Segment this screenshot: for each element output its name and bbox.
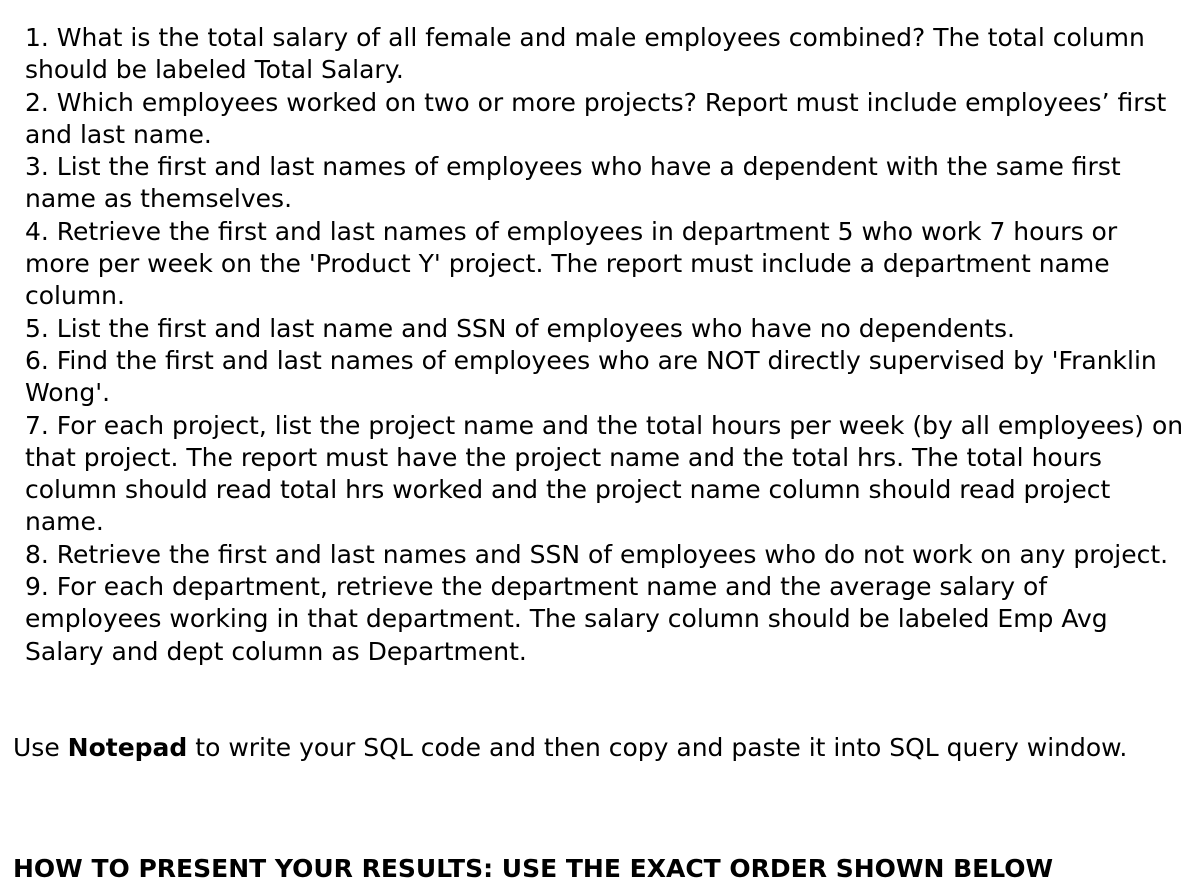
question-item: 5. List the first and last name and SSN of employees who have no dependents. (25, 313, 1015, 343)
instruction-suffix: to write your SQL code and then copy and paste it into SQL query window. (187, 733, 1128, 762)
question-item: 4. Retrieve the first and last names of employees in department 5 who work 7 hours or more per week on the 'Product Y' project. The report must include a department name column. (25, 216, 1118, 311)
instruction-notepad-bold: Notepad (67, 733, 188, 762)
question-item: 9. For each department, retrieve the department name and the average salary of employees working in that department. The salary column should be labeled Emp Avg Salary and dept column as Department. (25, 572, 1108, 666)
notepad-instruction (13, 731, 1178, 764)
results-heading: HOW TO PRESENT YOUR RESULTS: USE THE EXACT ORDER SHOWN BELOW (13, 854, 1054, 883)
question-item: 7. For each project, list the project name and the total hours per week (by all employees) on that project. The report must have the project name and the total hrs. The total hours column should read total hrs worked and the project name column should read project name. (25, 410, 1184, 537)
question-item: 8. Retrieve the first and last names and SSN of employees who do not work on any project. (25, 539, 1169, 569)
instruction-prefix: Use (13, 733, 68, 762)
question-item: 3. List the first and last names of employees who have a dependent with the same first name as themselves. (25, 152, 1121, 214)
question-item: 6. Find the first and last names of employees who are NOT directly supervised by 'Franklin Wong'. (25, 345, 1157, 408)
question-item: 1. What is the total salary of all female and male employees combined? The total column should be labeled Total Salary. (25, 23, 1145, 85)
question-list (25, 22, 1185, 668)
question-item: 2. Which employees worked on two or more projects? Report must include employees’ first and last name. (25, 87, 1167, 149)
